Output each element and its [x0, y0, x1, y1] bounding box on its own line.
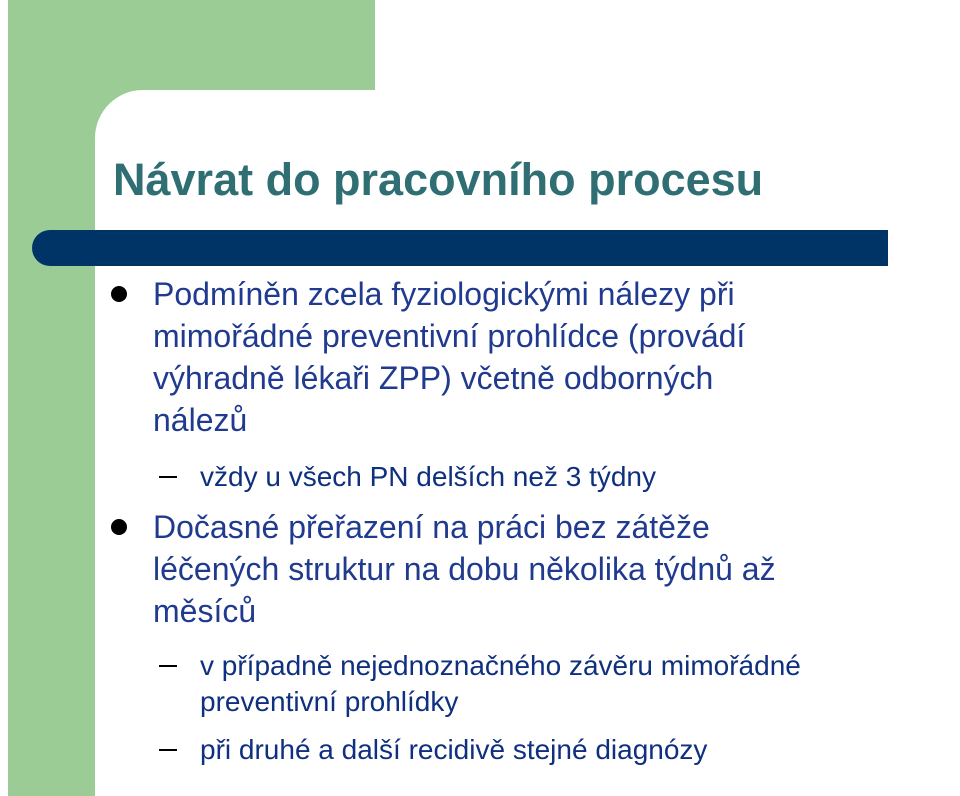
bullet-line: výhradně lékaři ZPP) včetně odborných: [153, 360, 714, 396]
sub-bullet-item-1: [200, 459, 960, 495]
title-underline-bar: [32, 230, 888, 266]
dash-bullet-icon: [159, 665, 177, 667]
sub-bullet-item-2: [200, 648, 960, 720]
bullet-dot-icon: [111, 286, 127, 302]
bullet-line: v případně nejednoznačného závěru mimořádné: [200, 650, 801, 681]
bullet-line: měsíců: [153, 593, 257, 629]
dash-bullet-icon: [159, 476, 177, 478]
bullet-line: preventivní prohlídky: [200, 686, 459, 717]
bullet-line: vždy u všech PN delších než 3 týdny: [200, 461, 656, 492]
bullet-line: Podmíněn zcela fyziologickými nálezy při: [153, 276, 735, 312]
bullet-item-1: [153, 273, 953, 441]
slide-title: Návrat do pracovního procesu: [113, 154, 764, 205]
bullet-line: léčených struktur na dobu několika týdnů až: [153, 551, 776, 587]
bullet-dot-icon: [111, 519, 127, 535]
bullet-item-2: [153, 506, 953, 632]
bullet-line: Dočasné přeřazení na práci bez zátěže: [153, 509, 710, 545]
sub-bullet-item-3: [200, 732, 960, 768]
dash-bullet-icon: [159, 749, 177, 751]
bullet-line: při druhé a další recidivě stejné diagnózy: [200, 734, 708, 765]
bullet-line: mimořádné preventivní prohlídce (provádí: [153, 318, 746, 354]
bullet-line: nálezů: [153, 402, 248, 438]
